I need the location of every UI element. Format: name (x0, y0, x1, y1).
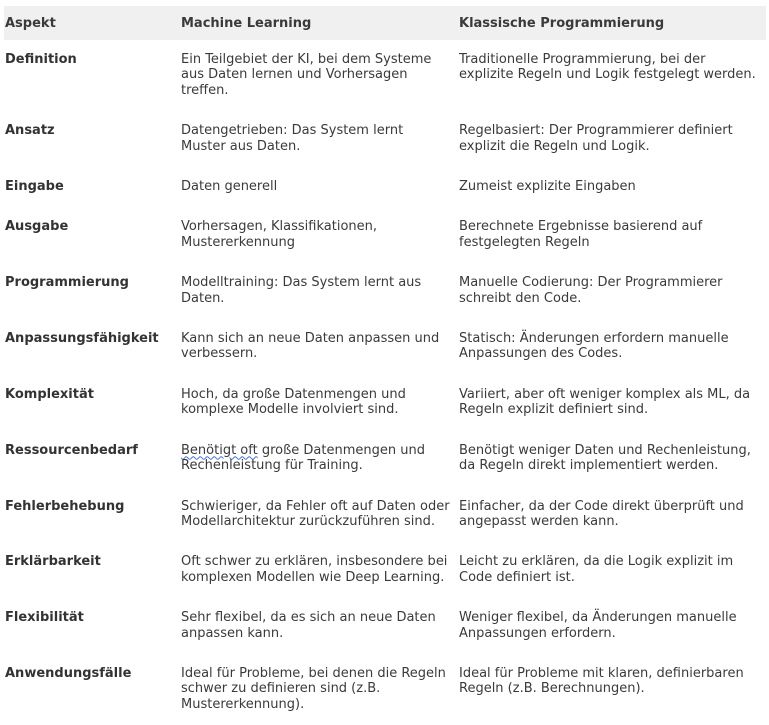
cell-classic-programming: Einfacher, da der Code direkt überprüft und angepasst werden kann. (459, 498, 744, 529)
cell-aspect: Eingabe (5, 179, 64, 195)
cell-classic-programming: Variiert, aber oft weniger komplex als ML, da Regeln explizit definiert sind. (459, 386, 751, 418)
cell-classic-programming: Manuelle Codierung: Der Programmierer schreibt den Code. (459, 275, 723, 306)
cell-classic-programming: Traditionelle Programmierung, bei der explizite Regeln und Logik festgelegt werden. (459, 52, 756, 83)
cell-machine-learning: Ideal für Probleme, bei denen die Regeln schwer zu definieren sind (z.B. Mustererkennung). (181, 665, 446, 712)
cell-machine-learning: Benötigt oft große Datenmengen und Rechenleistung für Training. (181, 442, 425, 474)
cell-machine-learning: Oft schwer zu erklären, insbesondere bei komplexen Modellen wie Deep Learning. (181, 554, 448, 585)
table-row (4, 111, 766, 167)
table-row (4, 40, 766, 111)
cell-machine-learning: Schwieriger, da Fehler oft auf Daten oder Modellarchitektur zurückzuführen sind. (181, 498, 450, 529)
cell-aspect: Erklärbarkeit (5, 554, 101, 570)
cell-classic-programming: Regelbasiert: Der Programmierer definiert explizit die Regeln und Logik. (459, 123, 733, 154)
cell-classic-programming: Statisch: Änderungen erfordern manuelle Anpassungen des Codes. (459, 331, 729, 362)
cell-aspect: Ausgabe (5, 219, 69, 235)
cell-classic-programming: Zumeist explizite Eingaben (459, 179, 636, 195)
cell-aspect: Anpassungsfähigkeit (5, 331, 159, 347)
header-aspect: Aspekt (4, 6, 180, 40)
cell-aspect: Fehlerbehebung (5, 498, 125, 514)
table-row (4, 487, 766, 543)
cell-classic-programming: Benötigt weniger Daten und Rechenleistung, da Regeln direkt implementiert werden. (459, 442, 751, 474)
table-row (4, 263, 766, 319)
table-row (4, 654, 766, 725)
table-header-row (4, 6, 766, 40)
cell-machine-learning: Ein Teilgebiet der KI, bei dem Systeme aus Daten lernen und Vorhersagen treffen. (181, 52, 432, 98)
cell-machine-learning: Vorhersagen, Klassifikationen, Mustererkennung (181, 219, 378, 250)
cell-classic-programming: Berechnete Ergebnisse basierend auf festgelegten Regeln (459, 219, 703, 250)
cell-machine-learning: Daten generell (181, 179, 278, 195)
table-row (4, 431, 766, 487)
table-row (4, 542, 766, 598)
cell-classic-programming: Ideal für Probleme mit klaren, definierbaren Regeln (z.B. Berechnungen). (459, 665, 744, 697)
spellcheck-highlight: Benötigt oft (181, 442, 258, 458)
cell-aspect: Anwendungsfälle (5, 665, 132, 681)
cell-machine-learning: Modelltraining: Das System lernt aus Daten. (181, 275, 422, 306)
table-row (4, 167, 766, 207)
table-row (4, 598, 766, 654)
header-machine-learning: Machine Learning (180, 6, 458, 40)
cell-machine-learning: Datengetrieben: Das System lernt Muster aus Daten. (181, 123, 404, 154)
comparison-table-container (4, 6, 766, 725)
comparison-table (4, 6, 766, 725)
table-row (4, 207, 766, 263)
cell-aspect: Flexibilität (5, 610, 84, 626)
cell-machine-learning: Sehr flexibel, da es sich an neue Daten anpassen kann. (181, 610, 436, 641)
header-classic-programming: Klassische Programmierung (458, 6, 766, 40)
table-row (4, 319, 766, 375)
cell-aspect: Komplexität (5, 386, 94, 402)
cell-classic-programming: Leicht zu erklären, da die Logik explizit im Code definiert ist. (459, 554, 734, 585)
cell-machine-learning: Hoch, da große Datenmengen und komplexe Modelle involviert sind. (181, 386, 406, 418)
cell-aspect: Ressourcenbedarf (5, 442, 138, 458)
cell-machine-learning: Kann sich an neue Daten anpassen und verbessern. (181, 331, 440, 362)
cell-aspect: Programmierung (5, 275, 129, 291)
cell-aspect: Definition (5, 52, 77, 67)
cell-aspect: Ansatz (5, 123, 55, 139)
table-row (4, 375, 766, 431)
cell-classic-programming: Weniger flexibel, da Änderungen manuelle Anpassungen erfordern. (459, 610, 737, 641)
